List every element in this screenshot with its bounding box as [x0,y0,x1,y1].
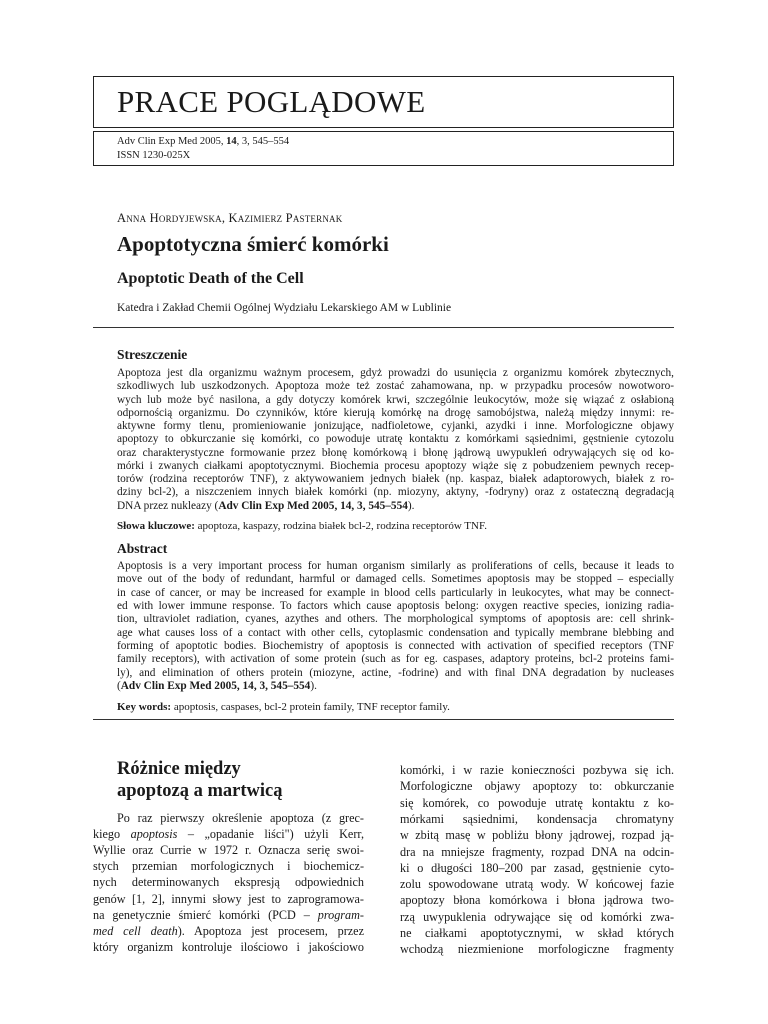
journal-citation: Adv Clin Exp Med 2005, 14, 3, 545–554 [117,136,290,147]
abstract-heading: Abstract [117,541,168,556]
streszczenie-heading: Streszczenie [117,347,188,362]
streszczenie-line: DNA przez nukleazy (Adv Clin Exp Med 2005, 14, 3, 545–554). [117,500,415,512]
text-line: forming of apoptotic bodies. Biochemistry of apoptosis is connected with activation of specified receptors (TNF [117,640,674,653]
text-line: na genetycznie śmierć komórki (PCD – program- [93,907,364,922]
text-line: ne ciałkami apoptotycznymi, w skład których [400,926,674,940]
section-title: PRACE POGLĄDOWE [117,84,426,119]
text-line: szkodliwych lub uszkodzonych. Apoptoza może też zostać zahamowana, np. w przypadku procesów nowotworo- [117,380,674,393]
text-line: który organizm kontroluje ilościowo i jakościowo [93,939,364,954]
text-line: in case of cancer, or may be increased for example in blood cells particularly in leukocytes, what may be connect- [117,586,674,599]
body-section-title-line1: Różnice między [117,759,241,779]
text-line: zolu spowodowane utratą wody. W końcowej fazie [400,877,674,892]
text-line: się komórek, co powoduje utratę kontaktu z ko- [400,795,674,810]
text-line: w zbitą masę w pobliżu błony jądrowej, rozpad ją- [400,828,674,843]
text-line: tion, ultraviolet radiation, cyanes, azythes and others. The morphological symptoms of apoptosis are: cell shrink- [117,613,674,626]
text-line: oraz charakterystyczne formowanie przez błonę komórkową i błonę jądrową uwypukleń odrywających się od ko- [117,446,674,459]
authors: Anna Hordyjewska, Kazimierz Pasternak [117,211,343,225]
text-line: apoptozy błona komórkowa i błona jądrowa two- [400,893,674,908]
text-line: ly), and elimination of others protein (miozyne, actine, -fodrine) and with final DNA degradation by nucleases [117,666,674,679]
text-line: apoptozy to obkurczanie się komórki, co powoduje utratę kontaktu z komórkami sąsiednimi, gęstnienie cytozolu [117,433,674,446]
text-line: aktywne formy tlenu, promieniowanie jonizujące, nadfioletowe, cyjanki, azydki i inne. Morfologiczne objawy [117,420,674,432]
text-line: med cell death). Apoptoza jest procesem, przez [93,923,364,938]
text-line: wych lub może być nasilona, a gdy dotyczy komórek krwi, szczególnie leukocytów, może się wiązać z osłabioną [117,393,674,406]
text-line: torów (rodzina receptorów TNF), z aktywowaniem jednych białek (np. kaspaz, białek adaptorowych, białek z ro- [117,473,674,485]
text-line: nych determinowanych ekspresją odpowiednich [93,875,364,890]
text-line: dra na mniejsze fragmenty, rozpad DNA na odcin- [400,844,674,859]
text-line: mórkami sąsiednimi, kondensacja chromatyny [400,811,674,826]
text-line: odpornością organizmu. Do czynników, które kierują komórkę na drogę samobójstwa, należą między innymi: re- [117,406,674,419]
text-line: age what causes loss of a contact with other cells, cytoplasmic condensation and typically membrane blebbing and [117,626,674,639]
text-line: Apoptoza jest dla organizmu ważnym procesem, gdyż prowadzi do usunięcia z organizmu komórek zbytecznych, [117,367,674,379]
abstract-line: (Adv Clin Exp Med 2005, 14, 3, 545–554). [117,680,317,692]
text-line: Apoptosis is a very important process for human organism similarly as proliferations of cells, because it leads to [117,560,674,572]
article-title-en: Apoptotic Death of the Cell [117,270,304,287]
body-section-title-line2: apoptozą a martwicą [117,781,283,801]
text-line: Wyllie oraz Currie w 1972 r. Oznacza serię swoi- [93,843,364,858]
keywords-pl: Słowa kluczowe: apoptoza, kaspazy, rodzina białek bcl-2, rodzina receptorów TNF. [117,520,487,532]
divider-top [93,327,674,328]
text-line: Morfologiczne objawy apoptozy to: obkurczanie [400,779,674,794]
text-line: ed with lower immune response. To factors which cause apoptosis belong: oxygen reactive species, ionizing radia- [117,600,674,613]
text-line: stych przemian morfologicznych i biochemicz- [93,859,364,874]
affiliation: Katedra i Zakład Chemii Ogólnej Wydziału Lekarskiego AM w Lublinie [117,302,452,314]
text-line: wchodzą niezmienione morfologiczne fragmenty [400,942,674,957]
text-line: rzą uwypuklenia odrywające się od komórki zwa- [400,909,674,924]
text-line: Po raz pierwszy określenie apoptoza (z grec- [117,811,364,825]
text-line: kiego apoptosis – „opadanie liści") użyli Kerr, [93,827,364,842]
divider-bottom [93,719,674,720]
text-line: ki o długości 180–200 par zasad, gęstnienie cyto- [400,860,674,875]
article-title-pl: Apoptotyczna śmierć komórki [117,232,389,256]
text-line: dziny bcl-2), a niszczeniem innych białek komórki (np. miozyny, aktyny, -fodryny) oraz z ostateczną degradacją [117,486,674,499]
text-line: genów [1, 2], innymi słowy jest to zaprogramowa- [93,891,364,906]
text-line: family receptors), with activation of some protein (such as for eg. caspases, adaptory proteins, bcl-2 proteins fami- [117,653,674,666]
text-line: mórki i zwanych ciałkami apoptotycznymi. Biochemia procesu apoptozy wiąże się z pobudzeniem pewnych recep- [117,459,674,472]
text-line: komórki, i w razie konieczności pozbywa się ich. [400,763,674,777]
text-line: move out of the body of redundant, harmful or damaged cells. Sometimes apoptosis may be stopped – especially [117,573,674,586]
keywords-en: Key words: apoptosis, caspases, bcl-2 protein family, TNF receptor family. [117,701,450,713]
issn: ISSN 1230-025X [117,150,191,161]
